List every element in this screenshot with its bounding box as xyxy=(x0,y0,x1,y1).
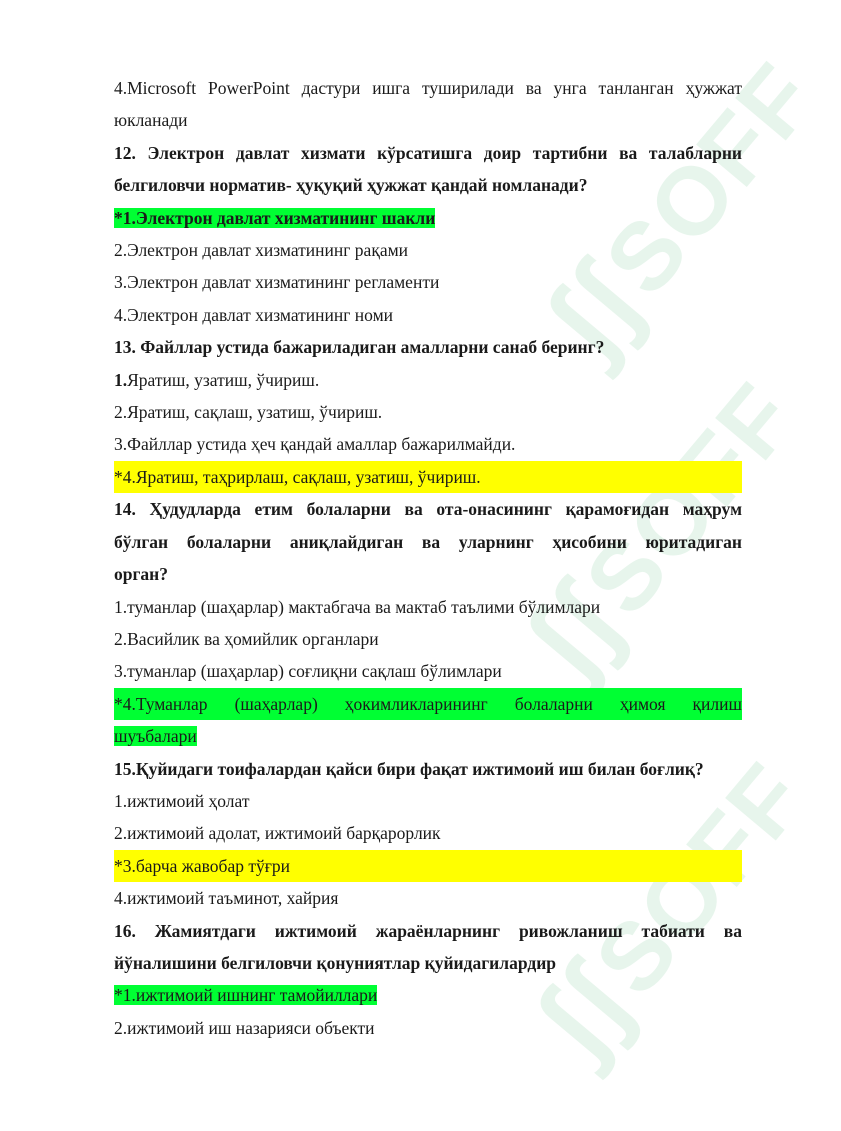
answer-option: 3.Электрон давлат хизматининг регламенти xyxy=(114,272,440,293)
watermark-logo: ʃʃSOFF xyxy=(511,743,827,1081)
question-text: 14. Ҳудудларда етим болаларни ва ота-онасининг қарамоғидан маҳрум xyxy=(114,499,742,520)
correct-answer: *4.Яратиш, таҳрирлаш, сақлаш, узатиш, ўчириш. xyxy=(114,461,742,493)
answer-option: 2.Васийлик ва ҳомийлик органлари xyxy=(114,628,379,649)
question-text: орган? xyxy=(114,564,169,585)
question-text: 12. Электрон давлат хизмати кўрсатишга доир тартибни ва талабларни xyxy=(114,142,742,163)
watermark-mark: ʃʃ xyxy=(521,242,666,381)
answer-line: 4.Microsoft PowerPoint дастури ишга туширилади ва унга танланган ҳужжат xyxy=(114,78,742,98)
answer-option: 1.Яратиш, узатиш, ўчириш. xyxy=(114,369,320,390)
watermark-mark: ʃʃ xyxy=(501,562,646,701)
correct-answer: шуъбалари xyxy=(114,726,197,747)
question-text: 13. Файллар устида бажариладиган амалларни санаб беринг? xyxy=(114,337,605,358)
watermark-logo: ʃʃSOFF xyxy=(521,43,837,381)
answer-option: 1.ижтимоий ҳолат xyxy=(114,790,250,811)
question-text: йўналишини белгиловчи қонуниятлар қуйидагилардир xyxy=(114,952,557,973)
answer-option: 2.ижтимоий адолат, ижтимоий барқарорлик xyxy=(114,823,441,844)
answer-option: 2.ижтимоий иш назарияси объекти xyxy=(114,1017,375,1038)
correct-answer: *1.ижтимоий ишнинг тамойиллари xyxy=(114,985,378,1006)
answer-option: 2.Электрон давлат хизматининг рақами xyxy=(114,240,409,261)
correct-answer: *1.Электрон давлат хизматининг шакли xyxy=(114,207,436,228)
correct-answer: *3.барча жавобар тўғри xyxy=(114,850,742,882)
answer-option: 2.Яратиш, сақлаш, узатиш, ўчириш. xyxy=(114,402,383,423)
correct-answer: *4.Туманлар (шаҳарлар) ҳокимликларининг болаларни ҳимоя қилиш xyxy=(114,688,742,720)
answer-option: 3.туманлар (шаҳарлар) соғлиқни сақлаш бўлимлари xyxy=(114,661,502,682)
answer-line: юкланади xyxy=(114,110,188,131)
watermark-logo: ʃʃSOFF xyxy=(501,363,817,701)
question-text: белгиловчи норматив- ҳуқуқий ҳужжат қандай номланади? xyxy=(114,175,588,196)
watermark-mark: ʃʃ xyxy=(511,942,656,1081)
question-text: 16. Жамиятдаги ижтимоий жараёнларнинг ривожланиш табиати ва xyxy=(114,920,742,941)
document-body xyxy=(114,72,742,1044)
answer-option: 1.туманлар (шаҳарлар) мактабгача ва мактаб таълими бўлимлари xyxy=(114,596,601,617)
question-text: 15.Қуйидаги тоифалардан қайси бири фақат ижтимоий иш билан боғлиқ? xyxy=(114,758,704,779)
answer-option: 3.Файллар устида ҳеч қандай амаллар бажарилмайди. xyxy=(114,434,516,455)
answer-option: 4.Электрон давлат хизматининг номи xyxy=(114,304,394,325)
answer-option: 4.ижтимоий таъминот, хайрия xyxy=(114,888,339,909)
question-text: бўлган болаларни аниқлайдиган ва уларнинг ҳисобини юритадиган xyxy=(114,531,742,552)
